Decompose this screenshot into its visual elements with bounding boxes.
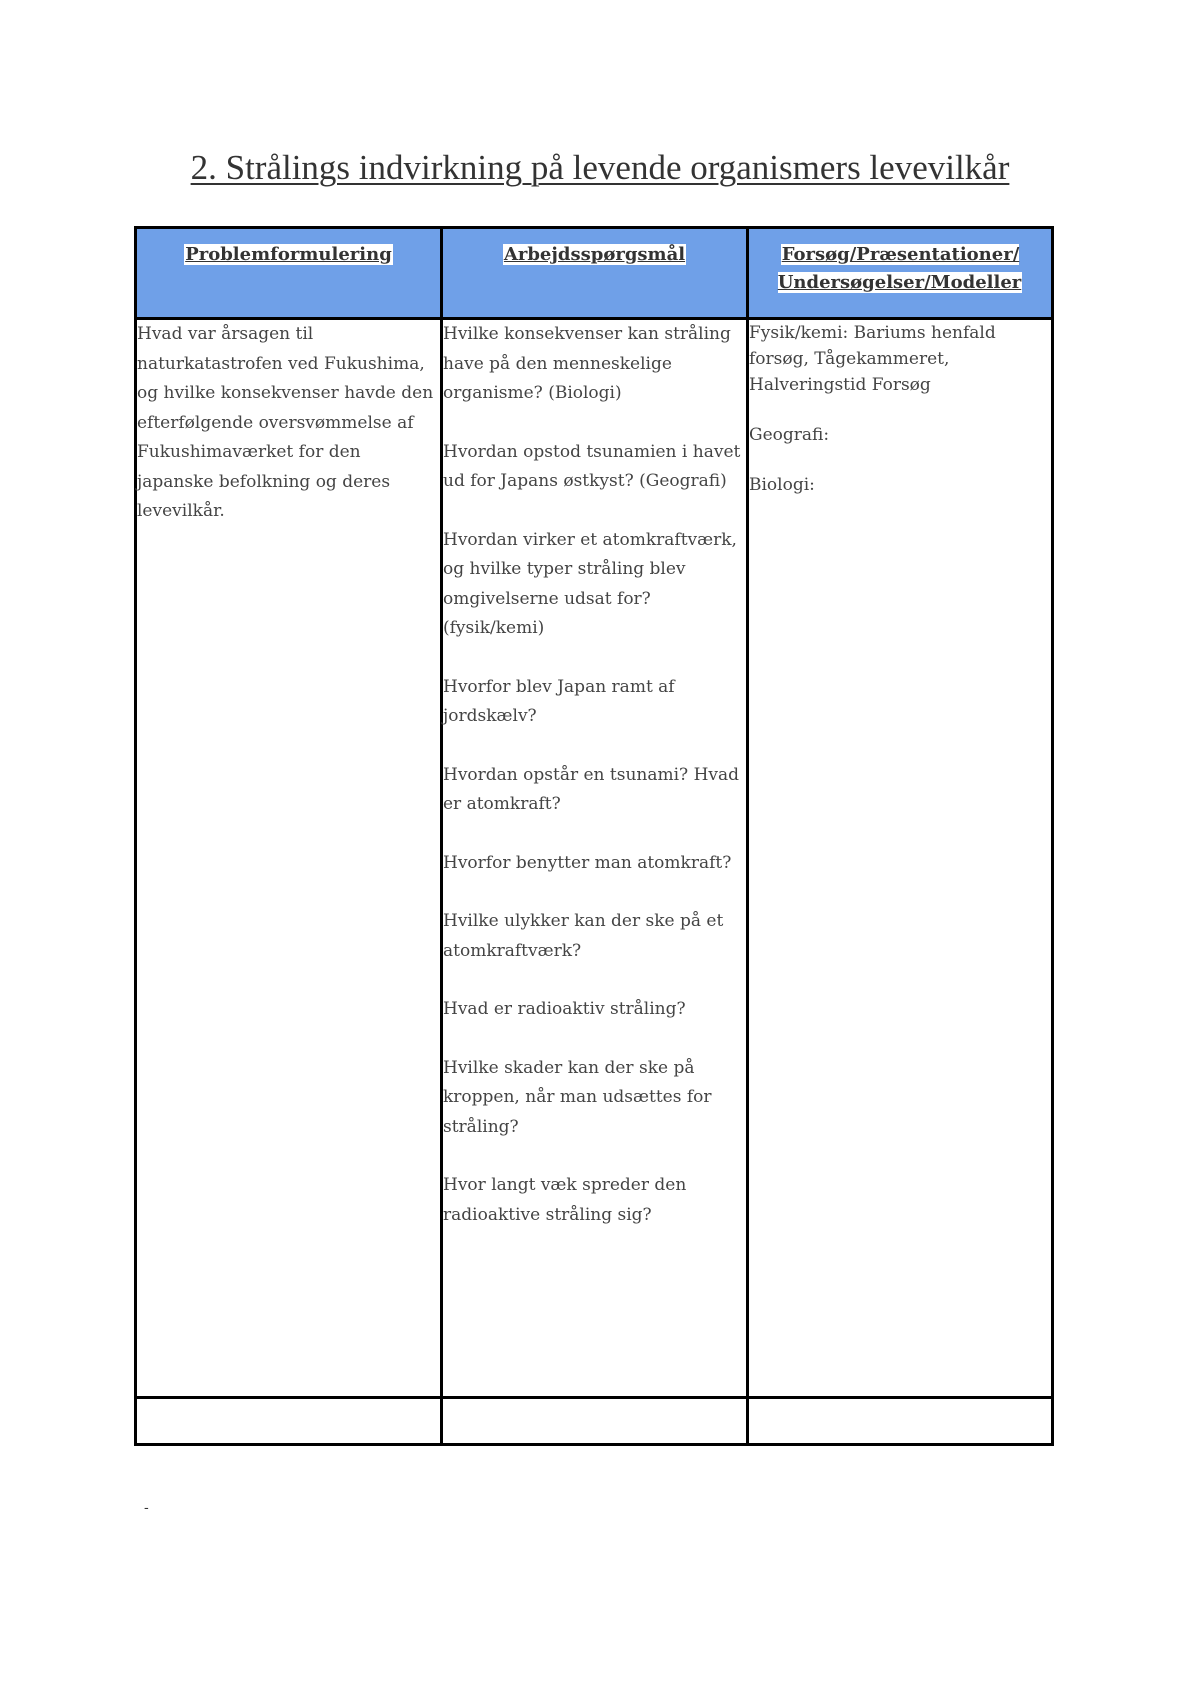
- question-item: Hvilke skader kan der ske på kroppen, når man udsættes for stråling?: [443, 1057, 712, 1137]
- page-title: 2. Strålings indvirkning på levende organismers levevilkår: [190, 148, 1010, 187]
- header-problemformulering: Problemformulering: [185, 244, 392, 265]
- questions-cell: [442, 319, 748, 1398]
- question-item: Hvilke konsekvenser kan stråling have på den menneskelige organisme? (Biologi): [443, 324, 731, 403]
- footer-row: [136, 1398, 1053, 1445]
- header-cell-questions: [442, 228, 748, 319]
- header-cell-experiments: [748, 228, 1053, 319]
- footer-dash: -: [144, 1500, 149, 1516]
- question-item: Hvordan virker et atomkraftværk, og hvilke typer stråling blev omgivelserne udsat for? (fysik/kemi): [443, 529, 737, 638]
- question-item: Hvad er radioaktiv stråling?: [443, 999, 686, 1019]
- question-item: Hvorfor benytter man atomkraft?: [443, 852, 732, 873]
- header-arbejdsspoergsmaal: Arbejdsspørgsmål: [503, 244, 686, 265]
- footer-cell-1: [136, 1398, 442, 1445]
- header-cell-problem: [136, 228, 442, 319]
- experiment-geografi: Geografi:: [749, 425, 830, 445]
- problem-statement: Hvad var årsagen til naturkatastrofen ved Fukushima, og hvilke konsekvenser havde den efterfølgende oversvømmelse af Fukushimaværket for den japanske befolkning og deres levevilkår.: [137, 324, 434, 521]
- question-item: Hvordan opstår en tsunami? Hvad er atomkraft?: [443, 764, 740, 814]
- project-table: [134, 226, 1054, 1446]
- header-forsoeg: Forsøg/Præsentationer/ Undersøgelser/Modeller: [777, 244, 1022, 293]
- question-item: Hvilke ulykker kan der ske på et atomkraftværk?: [443, 911, 724, 961]
- question-item: Hvor langt væk spreder den radioaktive stråling sig?: [443, 1175, 687, 1225]
- footer-cell-3: [748, 1398, 1053, 1445]
- question-item: Hvordan opstod tsunamien i havet ud for Japans østkyst? (Geografi): [443, 441, 741, 491]
- content-row: [136, 319, 1053, 1398]
- question-item: Hvorfor blev Japan ramt af jordskælv?: [443, 676, 675, 726]
- problem-cell: [136, 319, 442, 1398]
- experiment-fysik-kemi: Fysik/kemi: Bariums henfald forsøg, Tågekammeret, Halveringstid Forsøg: [749, 323, 996, 395]
- header-row: [136, 228, 1053, 319]
- experiments-cell: [748, 319, 1053, 1398]
- footer-cell-2: [442, 1398, 748, 1445]
- experiment-biologi: Biologi:: [749, 475, 815, 495]
